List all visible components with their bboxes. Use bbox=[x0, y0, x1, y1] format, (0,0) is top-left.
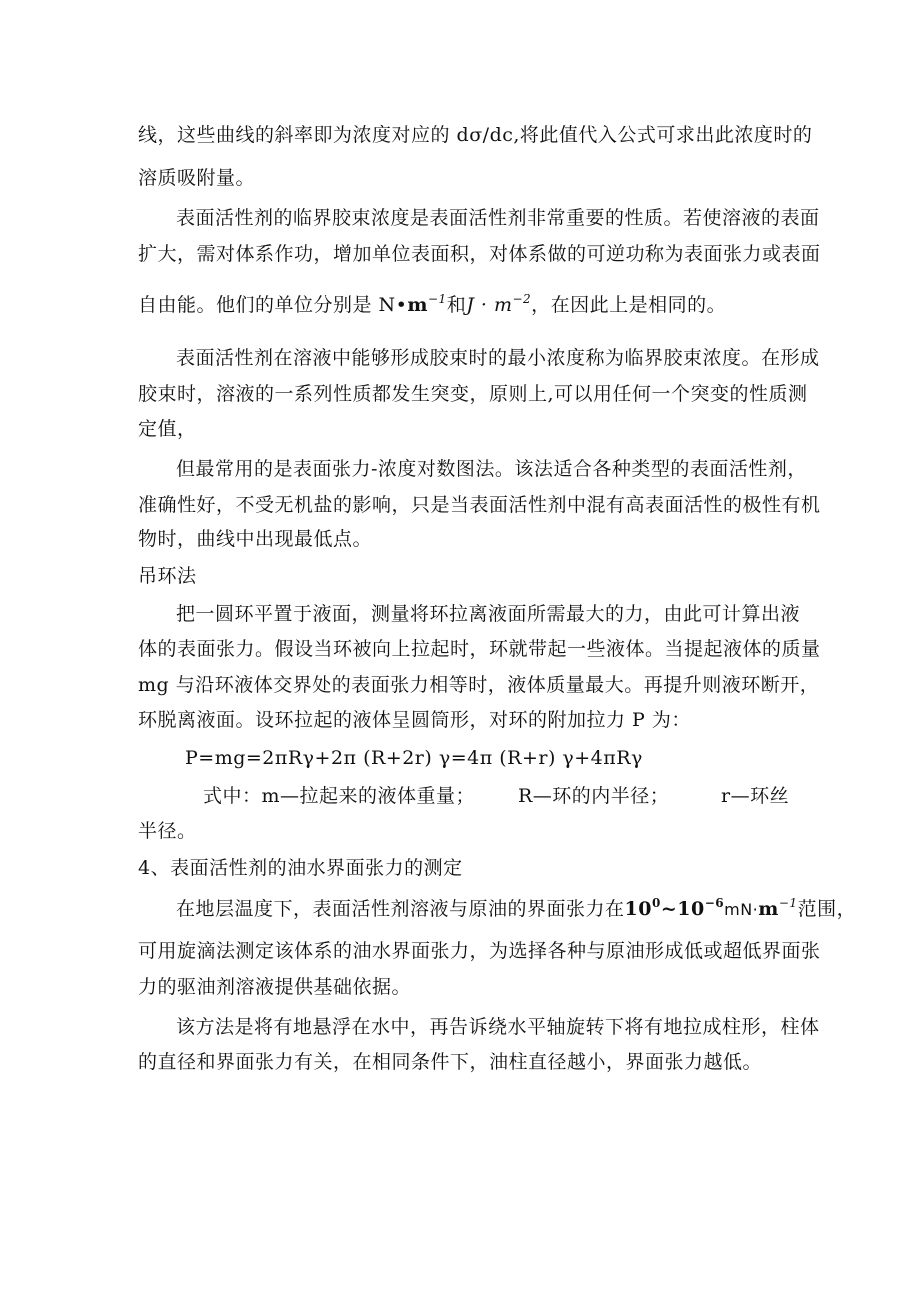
paragraph-line: 该方法是将有地悬浮在水中，再告诉绕水平轴旋转下将有地拉成柱形，柱体 bbox=[176, 1016, 820, 1038]
paragraph-line: 力的驱油剂溶液提供基础依据。 bbox=[138, 976, 412, 998]
paragraph-line: mg 与沿环液体交界处的表面张力相等时，液体质量最大。再提升则液环断开， bbox=[138, 674, 820, 696]
paragraph-line: 可用旋滴法测定该体系的油水界面张力，为选择各种与原油形成低或超低界面张 bbox=[138, 940, 821, 962]
paragraph-line: 准确性好，不受无机盐的影响，只是当表面活性剂中混有高表面活性的极性有机 bbox=[138, 494, 821, 516]
text-segment: 和 bbox=[446, 294, 467, 316]
paragraph-line: 的直径和界面张力有关，在相同条件下，油柱直径越小，界面张力越低。 bbox=[138, 1051, 763, 1073]
paragraph-line: 溶质吸附量。 bbox=[138, 167, 256, 189]
text-segment: ，在因此上是相同的。 bbox=[531, 294, 727, 316]
paragraph-line: 物时，曲线中出现最低点。 bbox=[138, 528, 373, 550]
paragraph-line: 扩大，需对体系作功，增加单位表面积，对体系做的可逆功称为表面张力或表面 bbox=[138, 243, 821, 265]
exponent: −1 bbox=[778, 896, 798, 910]
text-segment: 在地层温度下，表面活性剂溶液与原油的界面张力在 bbox=[176, 898, 625, 920]
legend-m: 式中：m—拉起来的液体重量； bbox=[203, 785, 476, 807]
paragraph-line: 线，这些曲线的斜率即为浓度对应的 dσ/dc,将此值代入公式可求出此浓度时的 bbox=[138, 124, 813, 146]
paragraph-line: 胶束时，溶液的一系列性质都发生突变，原则上,可以用任何一个突变的性质测 bbox=[138, 383, 808, 405]
unit-m bbox=[758, 898, 797, 920]
math-symbol: J · m bbox=[466, 294, 513, 316]
paragraph-line: 半径。 bbox=[138, 820, 197, 842]
paragraph-line-with-units bbox=[138, 292, 726, 318]
legend-r: r—环丝 bbox=[721, 785, 790, 807]
paragraph-line-with-units bbox=[176, 896, 856, 923]
range-expression bbox=[625, 898, 725, 920]
unit-j-per-m2 bbox=[466, 294, 531, 316]
exponent: −1 bbox=[427, 292, 447, 306]
paragraph-line: 但最常用的是表面张力-浓度对数图法。该法适合各种类型的表面活性剂， bbox=[176, 458, 807, 480]
unit-m bbox=[407, 294, 446, 316]
unit-text: mN· bbox=[724, 900, 759, 919]
math-symbol: 10 bbox=[624, 898, 652, 920]
text-segment: 范围， bbox=[797, 898, 857, 920]
exponent: 0 bbox=[651, 896, 661, 910]
paragraph-line: 把一圆环平置于液面，测量将环拉离液面所需最大的力，由此可计算出液 bbox=[176, 603, 801, 625]
text-segment: 自由能。他们的单位分别是 N• bbox=[138, 294, 408, 316]
paragraph-line: 环脱离液面。设环拉起的液体呈圆筒形，对环的附加拉力 P 为： bbox=[138, 709, 691, 731]
legend-R: R—环的内半径； bbox=[518, 785, 670, 807]
paragraph-line: 体的表面张力。假设当环被向上拉起时，环就带起一些液体。当提起液体的质量 bbox=[138, 638, 821, 660]
section-heading: 4、表面活性剂的油水界面张力的测定 bbox=[138, 857, 463, 879]
paragraph-line: 定值， bbox=[138, 418, 197, 440]
math-symbol: ~10 bbox=[660, 898, 705, 920]
paragraph-line: 表面活性剂在溶液中能够形成胶束时的最小浓度称为临界胶束浓度。在形成 bbox=[176, 347, 820, 369]
math-symbol: m bbox=[758, 898, 779, 920]
paragraph-line: 表面活性剂的临界胶束浓度是表面活性剂非常重要的性质。若使溶液的表面 bbox=[176, 207, 820, 229]
math-symbol: m bbox=[407, 294, 428, 316]
section-heading: 吊环法 bbox=[138, 565, 197, 587]
formula: P=mg=2πRγ+2π (R+2r) γ=4π (R+r) γ+4πRγ bbox=[185, 747, 643, 769]
exponent: −2 bbox=[512, 292, 532, 306]
exponent: −6 bbox=[704, 896, 725, 910]
